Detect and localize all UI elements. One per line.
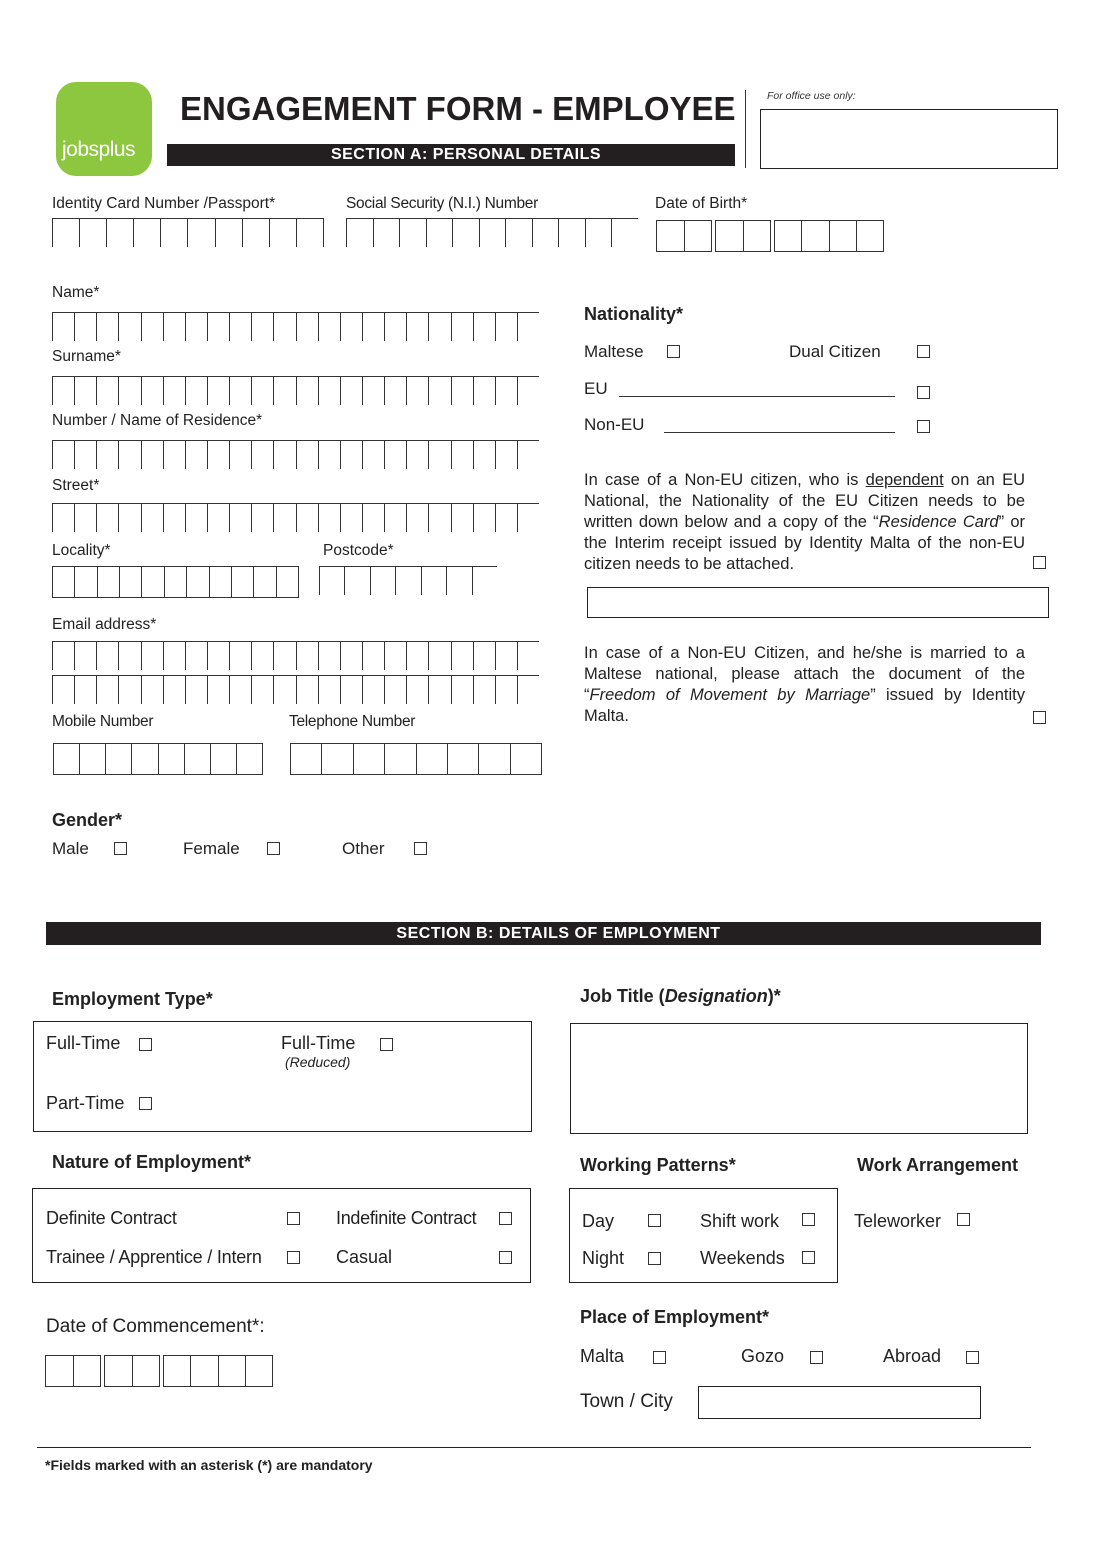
night-checkbox[interactable] — [648, 1252, 661, 1265]
gender-female-checkbox[interactable] — [267, 842, 280, 855]
name-field[interactable] — [52, 312, 539, 341]
nationality-dual-checkbox[interactable] — [917, 345, 930, 358]
id-number-label: Identity Card Number /Passport* — [52, 195, 276, 212]
section-b-bar — [46, 922, 1041, 945]
nationality-eu-line[interactable] — [619, 396, 895, 397]
postcode-field[interactable] — [319, 566, 497, 595]
nationality-eu-label: EU — [584, 379, 608, 398]
nationality-maltese-label: Maltese — [584, 342, 644, 361]
dependent-note: In case of a Non-EU citizen, who is dependent on an EU National, the Nationality of the EU Citizen needs to be written down below and a copy of the “Residence Card” or the Interim receipt issued by Identity Malta of the non-EU citizen needs to be attached. — [584, 471, 1025, 573]
mobile-label: Mobile Number — [52, 713, 154, 730]
surname-label: Surname* — [52, 348, 121, 365]
nationality-dual-label: Dual Citizen — [789, 342, 881, 361]
gozo-checkbox[interactable] — [810, 1351, 823, 1364]
mobile-field[interactable] — [53, 743, 263, 775]
gender-heading: Gender* — [52, 810, 123, 830]
surname-field[interactable] — [52, 376, 539, 405]
nationality-non-eu-checkbox[interactable] — [917, 420, 930, 433]
ssn-label: Social Security (N.I.) Number — [346, 195, 538, 212]
casual-checkbox[interactable] — [499, 1251, 512, 1264]
abroad-label: Abroad — [883, 1346, 942, 1366]
married-attached-checkbox[interactable] — [1033, 711, 1046, 724]
telephone-field[interactable] — [290, 743, 542, 775]
locality-field[interactable] — [52, 566, 299, 598]
header-divider — [745, 90, 746, 168]
full-time-label: Full-Time — [46, 1033, 121, 1053]
id-number-field[interactable] — [52, 218, 324, 247]
weekends-label: Weekends — [700, 1248, 785, 1268]
trainee-checkbox[interactable] — [287, 1251, 300, 1264]
jobsplus-logo — [56, 82, 152, 176]
section-a-bar — [167, 144, 735, 166]
email-label: Email address* — [52, 616, 157, 633]
nationality-maltese-checkbox[interactable] — [667, 345, 680, 358]
commencement-month-field[interactable] — [104, 1355, 160, 1387]
work-arrangement-heading: Work Arrangement — [857, 1155, 1019, 1175]
day-checkbox[interactable] — [648, 1214, 661, 1227]
part-time-checkbox[interactable] — [139, 1097, 152, 1110]
residence-label: Number / Name of Residence* — [52, 412, 263, 429]
nationality-eu-checkbox[interactable] — [917, 386, 930, 399]
casual-label: Casual — [336, 1247, 393, 1267]
gender-other-label: Other — [342, 839, 385, 858]
ssn-field[interactable] — [346, 218, 638, 247]
street-field[interactable] — [52, 503, 539, 532]
dependent-attached-checkbox[interactable] — [1033, 556, 1046, 569]
full-time-reduced-label: Full-Time — [281, 1033, 356, 1053]
definite-contract-label: Definite Contract — [46, 1208, 177, 1228]
gozo-label: Gozo — [741, 1346, 785, 1366]
dob-day-field[interactable] — [656, 220, 712, 252]
nationality-non-eu-line[interactable] — [664, 432, 895, 433]
residence-field[interactable] — [52, 440, 539, 469]
part-time-label: Part-Time — [46, 1093, 125, 1113]
indefinite-contract-checkbox[interactable] — [499, 1212, 512, 1225]
employment-type-heading: Employment Type* — [52, 989, 213, 1009]
name-label: Name* — [52, 284, 100, 301]
office-use-box — [760, 109, 1058, 169]
abroad-checkbox[interactable] — [966, 1351, 979, 1364]
postcode-label: Postcode* — [323, 542, 394, 559]
full-time-reduced-checkbox[interactable] — [380, 1038, 393, 1051]
night-label: Night — [582, 1248, 625, 1268]
town-city-label: Town / City — [580, 1391, 673, 1412]
commencement-year-field[interactable] — [163, 1355, 273, 1387]
email-field-line-1[interactable] — [52, 641, 539, 670]
telephone-label: Telephone Number — [289, 713, 416, 730]
email-field-line-2[interactable] — [52, 675, 539, 704]
nature-heading: Nature of Employment* — [52, 1152, 252, 1172]
office-use-label: For office use only: — [767, 90, 856, 102]
shift-work-checkbox[interactable] — [802, 1213, 815, 1226]
trainee-label: Trainee / Apprentice / Intern — [46, 1247, 262, 1267]
street-label: Street* — [52, 477, 100, 494]
locality-label: Locality* — [52, 542, 111, 559]
shift-work-label: Shift work — [700, 1211, 780, 1231]
gender-male-label: Male — [52, 839, 89, 858]
job-title-input[interactable] — [570, 1023, 1028, 1134]
nationality-heading: Nationality* — [584, 304, 684, 324]
reduced-note: (Reduced) — [285, 1054, 351, 1070]
teleworker-checkbox[interactable] — [957, 1213, 970, 1226]
gender-male-checkbox[interactable] — [114, 842, 127, 855]
job-title-heading: Job Title (Designation)* — [580, 986, 781, 1006]
gender-other-checkbox[interactable] — [414, 842, 427, 855]
indefinite-contract-label: Indefinite Contract — [336, 1208, 477, 1228]
day-label: Day — [582, 1211, 615, 1231]
dob-month-field[interactable] — [715, 220, 771, 252]
place-heading: Place of Employment* — [580, 1307, 770, 1327]
form-title: ENGAGEMENT FORM - EMPLOYEE — [180, 90, 736, 127]
working-patterns-heading: Working Patterns* — [580, 1155, 736, 1175]
gender-female-label: Female — [183, 839, 240, 858]
logo-text: jobsplus — [62, 138, 136, 161]
weekends-checkbox[interactable] — [802, 1251, 815, 1264]
section-b-title: SECTION B: DETAILS OF EMPLOYMENT — [396, 925, 721, 942]
dob-year-field[interactable] — [774, 220, 884, 252]
eu-citizen-nationality-input[interactable] — [587, 587, 1049, 618]
full-time-checkbox[interactable] — [139, 1038, 152, 1051]
nature-box — [32, 1188, 531, 1283]
commencement-label: Date of Commencement*: — [46, 1316, 265, 1337]
dob-label: Date of Birth* — [655, 195, 748, 212]
married-note: In case of a Non-EU Citizen, and he/she is married to a Maltese national, please attach the document of the “Freedom of Movement by Marriage” issued by Identity Malta. — [584, 644, 1025, 725]
definite-contract-checkbox[interactable] — [287, 1212, 300, 1225]
malta-checkbox[interactable] — [653, 1351, 666, 1364]
malta-label: Malta — [580, 1346, 625, 1366]
section-a-title: SECTION A: PERSONAL DETAILS — [330, 146, 602, 163]
nationality-non-eu-label: Non-EU — [584, 415, 645, 434]
teleworker-label: Teleworker — [854, 1211, 942, 1231]
footer-rule — [37, 1447, 1031, 1448]
commencement-day-field[interactable] — [45, 1355, 101, 1387]
mandatory-note: *Fields marked with an asterisk (*) are mandatory — [45, 1457, 373, 1473]
town-city-input[interactable] — [698, 1386, 981, 1419]
